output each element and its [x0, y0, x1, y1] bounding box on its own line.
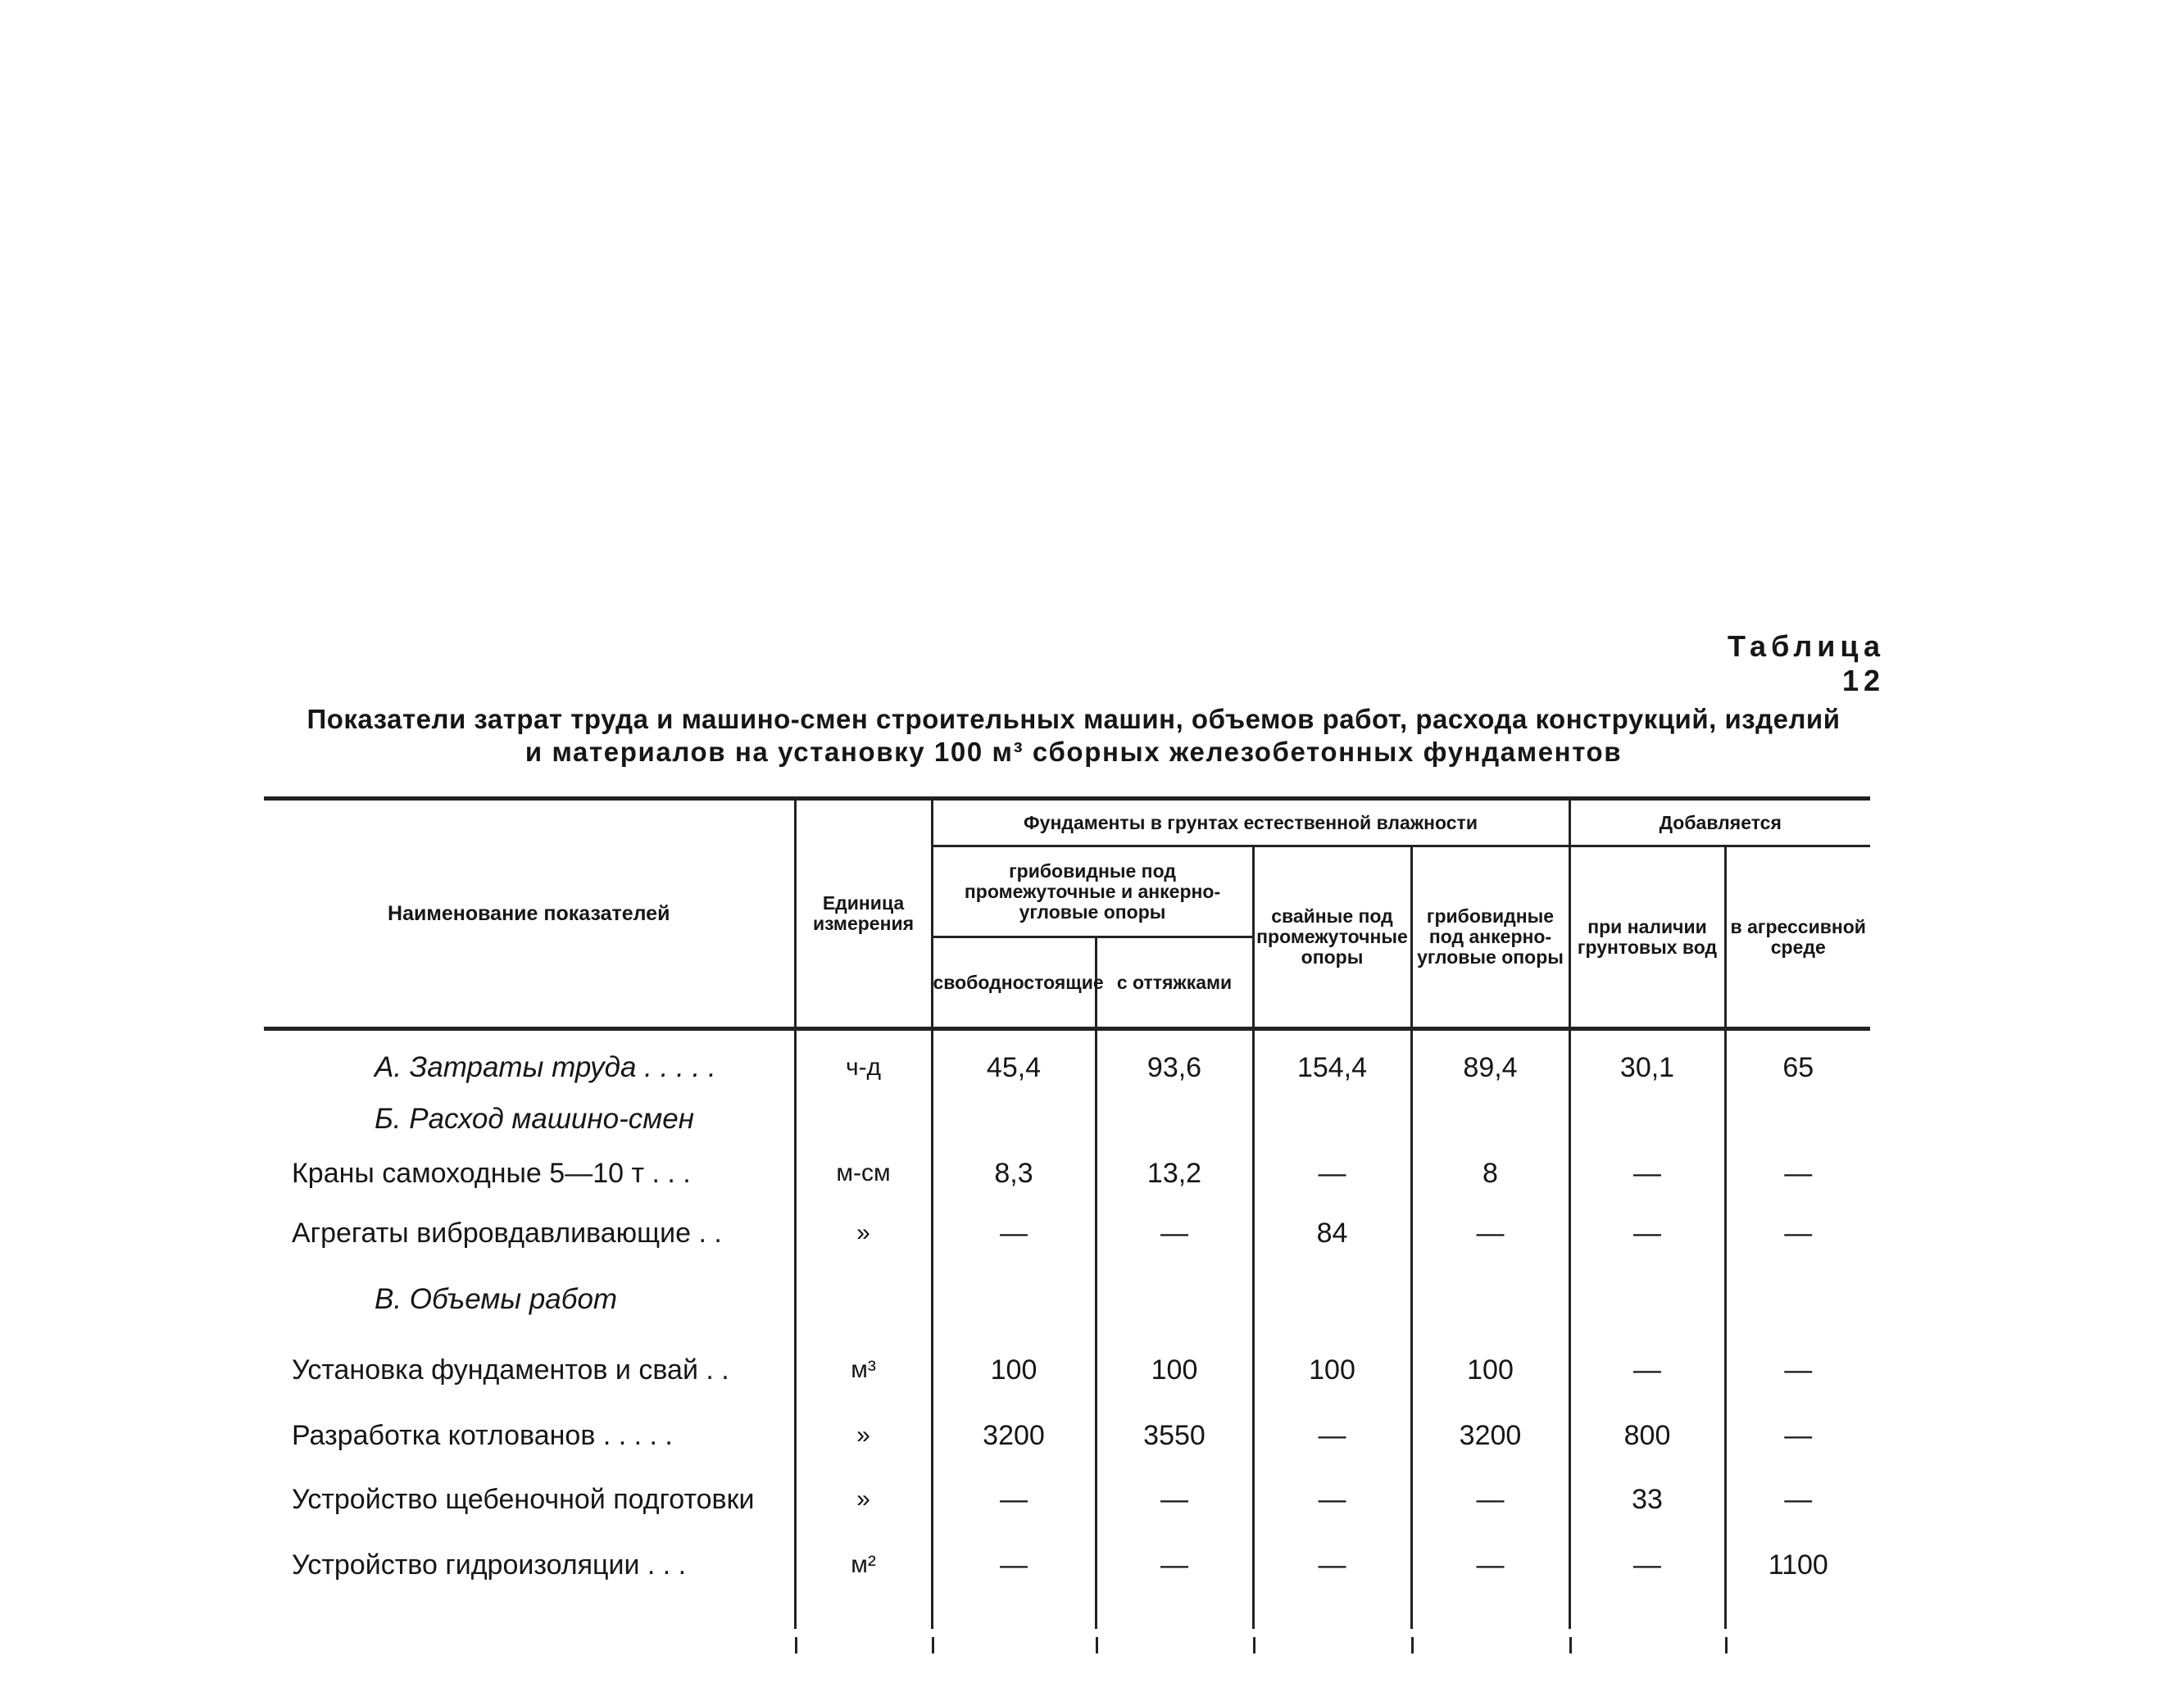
header-sub-mushroom: грибовидные под промежуточные и анкерно-угловые опоры — [932, 846, 1253, 937]
table-row — [264, 1142, 1870, 1204]
cell-value: — — [1253, 1403, 1411, 1468]
cell-value: 3200 — [1411, 1403, 1569, 1468]
cell-value: 154,4 — [1253, 1039, 1411, 1096]
row-name: Агрегаты вибровдавливающие . . — [292, 1217, 722, 1249]
table-header — [264, 799, 1870, 1029]
row-unit: м³ — [795, 1337, 932, 1403]
header-col-free: свободностоящие — [932, 937, 1096, 1029]
cell-value: — — [932, 1531, 1096, 1599]
cell-value: — — [1096, 1468, 1253, 1531]
cell-value: 8,3 — [932, 1142, 1096, 1204]
cell-value: 84 — [1253, 1204, 1411, 1262]
cell-value: 3550 — [1096, 1403, 1253, 1468]
table-row — [264, 1039, 1870, 1096]
cell-value: 100 — [932, 1337, 1096, 1403]
table-row — [264, 1204, 1870, 1262]
row-name: Разработка котлованов . . . . . — [292, 1419, 673, 1451]
cell-value: — — [932, 1468, 1096, 1531]
table-caption: Таблица 12 — [1727, 629, 1885, 697]
column-tick — [932, 1637, 934, 1653]
column-tick — [1725, 1637, 1728, 1653]
row-unit: ч-д — [795, 1039, 932, 1096]
column-tick — [1096, 1637, 1098, 1653]
cell-value: 93,6 — [1096, 1039, 1253, 1096]
cell-value: — — [1725, 1204, 1870, 1262]
cell-value: — — [1569, 1142, 1725, 1204]
cell-value: 100 — [1253, 1337, 1411, 1403]
cell-value: — — [1569, 1531, 1725, 1599]
cell-value: 89,4 — [1411, 1039, 1569, 1096]
header-col-groundwater: при наличии грунтовых вод — [1569, 846, 1725, 1029]
cell-value: — — [932, 1204, 1096, 1262]
cell-value: 1100 — [1725, 1531, 1870, 1599]
header-group-add: Добавляется — [1569, 799, 1870, 846]
header-col-pile: свайные под промежуточные опоры — [1253, 846, 1411, 1029]
cell-value: — — [1411, 1468, 1569, 1531]
cell-value: 65 — [1725, 1039, 1870, 1096]
cell-value: — — [1569, 1204, 1725, 1262]
cell-value: — — [1096, 1531, 1253, 1599]
row-name: Устройство гидроизоляции . . . — [292, 1549, 687, 1581]
cell-value: — — [1725, 1142, 1870, 1204]
header-col-aggressive: в агрессивной среде — [1725, 846, 1870, 1029]
title-line-1: Показатели затрат труда и машино-смен строительных машин, объемов работ, расхода конструкций, изделий — [306, 704, 1841, 734]
column-tick — [1569, 1637, 1572, 1653]
header-unit: Единица измерения — [795, 799, 932, 1029]
header-group-main: Фундаменты в грунтах естественной влажности — [932, 799, 1569, 846]
section-row — [264, 1096, 1870, 1142]
column-tick — [1253, 1637, 1255, 1653]
row-unit: » — [795, 1204, 932, 1262]
cell-value: 8 — [1411, 1142, 1569, 1204]
section-c-label: В. Объемы работ — [375, 1283, 618, 1315]
cell-value: — — [1725, 1403, 1870, 1468]
cell-value: — — [1725, 1468, 1870, 1531]
cell-value: 33 — [1569, 1468, 1725, 1531]
cell-value: — — [1096, 1204, 1253, 1262]
table-title — [303, 703, 1844, 769]
row-name: Краны самоходные 5—10 т . . . — [292, 1157, 691, 1189]
cell-value: 800 — [1569, 1403, 1725, 1468]
cell-value: 3200 — [932, 1403, 1096, 1468]
row-unit: » — [795, 1403, 932, 1468]
cell-value: — — [1569, 1337, 1725, 1403]
cell-value: 13,2 — [1096, 1142, 1253, 1204]
cell-value: 100 — [1411, 1337, 1569, 1403]
header-name: Наименование показателей — [264, 799, 795, 1029]
table-row — [264, 1403, 1870, 1468]
row-name: Устройство щебеночной подготовки — [292, 1483, 755, 1515]
cell-value: — — [1253, 1468, 1411, 1531]
cell-value: 100 — [1096, 1337, 1253, 1403]
title-line-2: и материалов на установку 100 м³ сборных железобетонных фундаментов — [524, 737, 1623, 767]
table-body — [264, 1029, 1870, 1630]
row-unit: м-см — [795, 1142, 932, 1204]
column-tick — [795, 1637, 797, 1653]
section-a-label: А. Затраты труда . . . . . — [375, 1051, 716, 1083]
row-name: Установка фундаментов и свай . . — [292, 1354, 729, 1386]
cell-value: — — [1725, 1337, 1870, 1403]
header-col-guyed: с оттяжками — [1096, 937, 1253, 1029]
header-col-mushroom-anchor: грибовидные под анкерно-угловые опоры — [1411, 846, 1569, 1029]
cell-value: 45,4 — [932, 1039, 1096, 1096]
section-b-label: Б. Расход машино-смен — [375, 1103, 694, 1135]
column-tick — [1411, 1637, 1414, 1653]
cell-value: — — [1411, 1531, 1569, 1599]
cell-value: — — [1411, 1204, 1569, 1262]
cell-value: 30,1 — [1569, 1039, 1725, 1096]
row-unit: м² — [795, 1531, 932, 1599]
table-row — [264, 1337, 1870, 1403]
table-row — [264, 1531, 1870, 1599]
row-unit: » — [795, 1468, 932, 1531]
section-row — [264, 1262, 1870, 1337]
table-row — [264, 1468, 1870, 1531]
data-table — [264, 796, 1870, 1629]
cell-value: — — [1253, 1142, 1411, 1204]
cell-value: — — [1253, 1531, 1411, 1599]
